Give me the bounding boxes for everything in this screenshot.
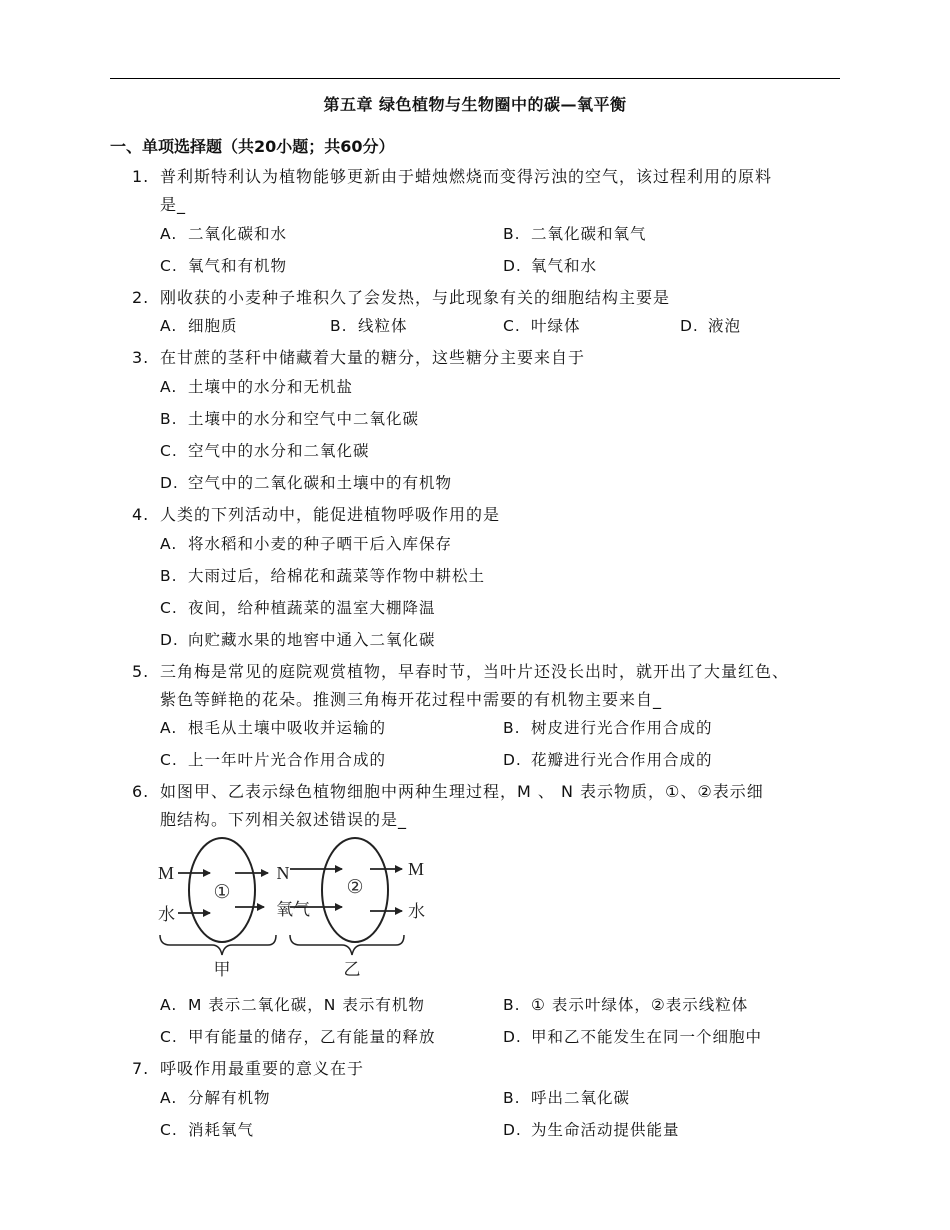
- option-c[interactable]: C. 上一年叶片光合作用合成的: [160, 751, 387, 769]
- process-diagram: [150, 835, 440, 985]
- option-a[interactable]: A. M 表示二氧化碳，N 表示有机物: [160, 996, 425, 1014]
- option-d[interactable]: D. 向贮藏水果的地窖中通入二氧化碳: [160, 631, 436, 649]
- brace-right: [290, 935, 404, 955]
- question-stem: 刚收获的小麦种子堆积久了会发热，与此现象有关的细胞结构主要是: [160, 288, 671, 307]
- option-a[interactable]: A. 细胞质: [160, 317, 238, 335]
- page-title: 第五章 绿色植物与生物圈中的碳—氧平衡: [323, 95, 627, 114]
- question-1: [132, 163, 852, 219]
- option-b[interactable]: B. 土壤中的水分和空气中二氧化碳: [160, 410, 420, 428]
- question-number: 4.: [132, 505, 150, 524]
- option-c[interactable]: C. 甲有能量的储存，乙有能量的释放: [160, 1028, 436, 1046]
- question-6: [132, 778, 852, 834]
- label-water-left: 水: [158, 905, 175, 925]
- question-5: [132, 658, 852, 714]
- option-c[interactable]: C. 消耗氧气: [160, 1121, 255, 1139]
- label-structure-2: ②: [346, 876, 364, 898]
- option-a[interactable]: A. 根毛从土壤中吸收并运输的: [160, 719, 387, 737]
- option-b[interactable]: B. 二氧化碳和氧气: [503, 225, 647, 243]
- option-c[interactable]: C. 空气中的水分和二氧化碳: [160, 442, 370, 460]
- label-n: N: [276, 863, 290, 883]
- question-stem: 三角梅是常见的庭院观赏植物，早春时节，当叶片还没长出时，就开出了大量红色、: [160, 662, 790, 681]
- question-stem-cont: 胞结构。下列相关叙述错误的是_: [160, 810, 408, 829]
- option-a[interactable]: A. 分解有机物: [160, 1089, 271, 1107]
- option-c[interactable]: C. 夜间，给种植蔬菜的温室大棚降温: [160, 599, 436, 617]
- label-oxygen: 氧气: [276, 900, 310, 920]
- question-stem-cont: 是_: [160, 195, 187, 214]
- question-stem: 在甘蔗的茎秆中储藏着大量的糖分，这些糖分主要来自于: [160, 348, 586, 367]
- option-c[interactable]: C. 叶绿体: [503, 317, 581, 335]
- option-c[interactable]: C. 氧气和有机物: [160, 257, 288, 275]
- option-b[interactable]: B. 大雨过后，给棉花和蔬菜等作物中耕松土: [160, 567, 486, 585]
- label-structure-1: ①: [213, 881, 231, 903]
- question-2: [132, 284, 852, 312]
- header-rule: [110, 78, 840, 79]
- question-stem: 人类的下列活动中，能促进植物呼吸作用的是: [160, 505, 501, 524]
- question-number: 2.: [132, 288, 150, 307]
- question-stem-cont: 紫色等鲜艳的花朵。推测三角梅开花过程中需要的有机物主要来自_: [160, 690, 663, 709]
- question-stem: 如图甲、乙表示绿色植物细胞中两种生理过程，M 、 N 表示物质，①、②表示细: [160, 782, 764, 801]
- section-heading: 一、单项选择题（共20小题；共60分）: [110, 137, 395, 156]
- question-number: 7.: [132, 1059, 150, 1078]
- question-stem: 呼吸作用最重要的意义在于: [160, 1059, 365, 1078]
- option-d[interactable]: D. 花瓣进行光合作用合成的: [503, 751, 713, 769]
- question-7: [132, 1055, 852, 1083]
- option-d[interactable]: D. 甲和乙不能发生在同一个细胞中: [503, 1028, 763, 1046]
- option-d[interactable]: D. 空气中的二氧化碳和土壤中的有机物: [160, 474, 453, 492]
- option-a[interactable]: A. 将水稻和小麦的种子晒干后入库保存: [160, 535, 453, 553]
- question-4: [132, 501, 852, 529]
- question-3: [132, 344, 852, 372]
- label-jia: 甲: [213, 960, 231, 980]
- brace-left: [160, 935, 276, 955]
- option-d[interactable]: D. 为生命活动提供能量: [503, 1121, 680, 1139]
- option-b[interactable]: B. 呼出二氧化碳: [503, 1089, 631, 1107]
- label-water-right: 水: [408, 902, 425, 922]
- option-d[interactable]: D. 液泡: [680, 317, 742, 335]
- option-b[interactable]: B. ① 表示叶绿体，②表示线粒体: [503, 996, 749, 1014]
- question-number: 5.: [132, 662, 150, 681]
- question-number: 6.: [132, 782, 150, 801]
- label-m-right: M: [408, 859, 425, 879]
- option-b[interactable]: B. 树皮进行光合作用合成的: [503, 719, 713, 737]
- option-d[interactable]: D. 氧气和水: [503, 257, 598, 275]
- question-stem: 普利斯特利认为植物能够更新由于蜡烛燃烧而变得污浊的空气，该过程利用的原料: [160, 167, 773, 186]
- option-a[interactable]: A. 土壤中的水分和无机盐: [160, 378, 354, 396]
- label-m-left: M: [158, 863, 175, 883]
- option-b[interactable]: B. 线粒体: [330, 317, 408, 335]
- label-yi: 乙: [343, 960, 361, 980]
- option-a[interactable]: A. 二氧化碳和水: [160, 225, 288, 243]
- question-number: 1.: [132, 167, 150, 186]
- question-number: 3.: [132, 348, 150, 367]
